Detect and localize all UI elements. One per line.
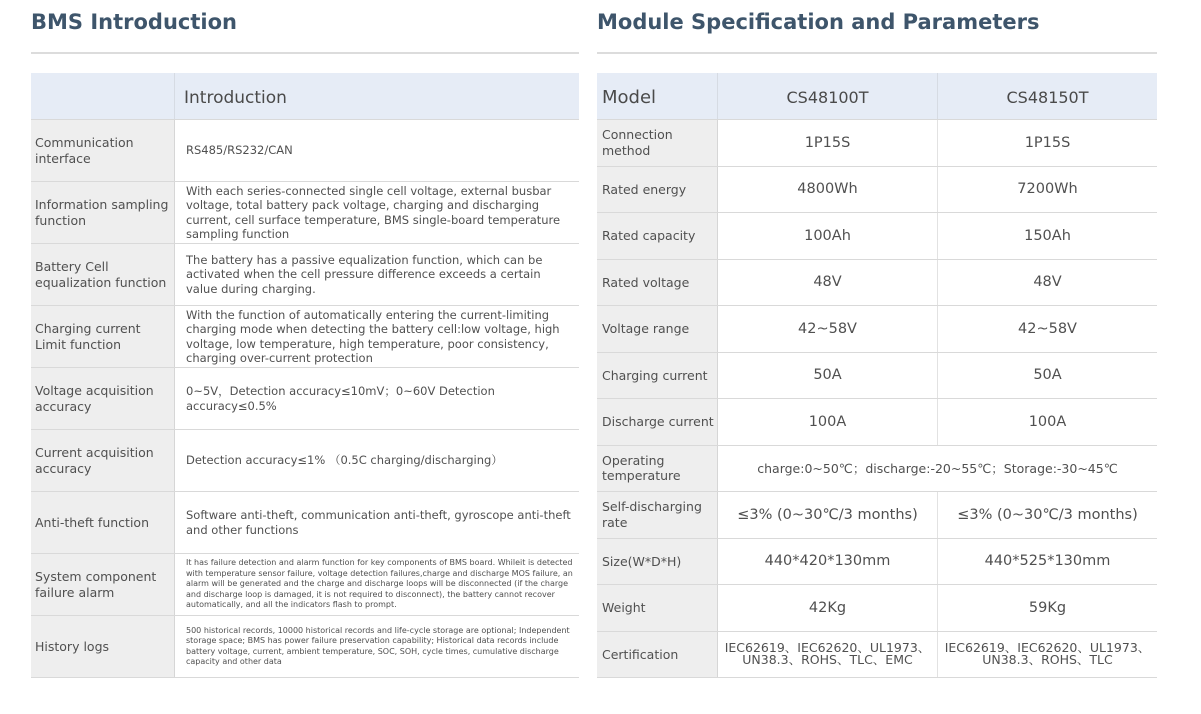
table-row [31, 429, 579, 491]
row-label: Rated voltage [597, 260, 718, 306]
row-label: Certification [597, 632, 718, 678]
table-row [597, 491, 1157, 538]
row-label: Communication interface [31, 120, 175, 181]
table-row [597, 352, 1157, 399]
table-row [597, 212, 1157, 259]
spec-section-title: Module Specification and Parameters [597, 10, 1040, 34]
row-value: It has failure detection and alarm function for key components of BMS board. Whileit is detected with temperature sensor failure, voltage detection failures,charge and discharge MOS failure, an alarm will be generated and the charge and discharge loops will be disconnected (if the charge and discharge loop is damaged, it is not required to disconnect), the battery cannot recover automatically, and all the indicators flash to prompt. [186, 558, 573, 610]
table-row [597, 445, 1157, 492]
row-value: 150Ah [1024, 227, 1071, 244]
row-label: History logs [31, 616, 175, 677]
row-value: 440*420*130mm [718, 539, 938, 585]
row-label: Voltage range [597, 306, 718, 352]
spec-header-model-label: Model [597, 73, 718, 119]
row-value: 0~5V，Detection accuracy≤10mV；0~60V Detection accuracy≤0.5% [186, 384, 495, 413]
row-label: Charging current Limit function [31, 306, 175, 367]
row-value: 100A [1028, 413, 1067, 430]
row-label: Connection method [597, 120, 718, 166]
row-value: 4800Wh [718, 167, 938, 213]
row-value: 1P15S [1024, 134, 1071, 151]
row-value: ≤3% (0~30℃/3 months) [957, 506, 1138, 523]
row-label: Voltage acquisition accuracy [31, 368, 175, 429]
spec-header-model-2: CS48150T [1006, 88, 1089, 107]
row-label: System component failure alarm [31, 554, 175, 615]
table-row [31, 119, 579, 181]
table-row [597, 584, 1157, 631]
row-label: Anti-theft function [31, 492, 175, 553]
row-value: The battery has a passive equalization function, which can be activated when the cell pressure difference exceeds a certain value during charging. [186, 252, 543, 296]
table-row [597, 259, 1157, 306]
row-value: 50A [1033, 367, 1062, 384]
table-row [31, 553, 579, 615]
row-value: ≤3% (0~30℃/3 months) [718, 492, 938, 538]
row-label: Rated energy [597, 167, 718, 213]
row-value: 48V [1033, 274, 1062, 291]
table-row [597, 398, 1157, 445]
row-value: 42Kg [718, 585, 938, 631]
table-row [31, 305, 579, 367]
row-value: With each series-connected single cell voltage, external busbar voltage, total battery pack voltage, charging and discharging current, cell surface temperature, BMS single-board temperature sampling function [186, 183, 561, 241]
row-value: Software anti-theft, communication anti-theft, gyroscope anti-theft and other functions [186, 508, 571, 537]
spec-header-model-1: CS48100T [718, 73, 938, 119]
row-label: Operating temperature [597, 446, 718, 492]
table-row [31, 243, 579, 305]
row-value: 1P15S [718, 120, 938, 166]
row-value: 42~58V [1018, 320, 1077, 337]
row-label: Weight [597, 585, 718, 631]
row-value: Detection accuracy≤1% （0.5C charging/discharging） [186, 453, 503, 468]
table-row [597, 166, 1157, 213]
row-label: Self-discharging rate [597, 492, 718, 538]
row-value: 48V [718, 260, 938, 306]
row-value: 100A [718, 399, 938, 445]
row-value: 50A [718, 353, 938, 399]
table-row [31, 491, 579, 553]
table-row [597, 538, 1157, 585]
row-value: IEC62619、IEC62620、UL1973、UN38.3、ROHS、TLC、EMC [718, 632, 938, 678]
row-value: RS485/RS232/CAN [186, 143, 293, 158]
row-value: 500 historical records, 10000 historical records and life-cycle storage are optional; Independent storage space; BMS has power failure preservation capability; Historical data records include battery voltage, current, ambient temperature, SOC, SOH, cycle times, cumulative discharge capacity and other data [186, 625, 570, 666]
table-row [31, 367, 579, 429]
row-value: 100Ah [718, 213, 938, 259]
row-value: With the function of automatically entering the current-limiting charging mode when detecting the battery cell:low voltage, high voltage, low temperature, high temperature, poor consistency, charging over-current protection [186, 307, 560, 365]
table-row [597, 119, 1157, 166]
row-label: Rated capacity [597, 213, 718, 259]
row-value: 7200Wh [1017, 181, 1078, 198]
row-label: Information sampling function [31, 182, 175, 243]
table-row [597, 631, 1157, 679]
row-label: Battery Cell equalization function [31, 244, 175, 305]
row-label: Size(W*D*H) [597, 539, 718, 585]
row-value: 59Kg [1028, 599, 1067, 616]
bms-title-divider [31, 52, 579, 54]
row-label: Current acquisition accuracy [31, 430, 175, 491]
bms-header-introduction: Introduction [175, 73, 579, 119]
row-label: Discharge current [597, 399, 718, 445]
spec-table-header [597, 73, 1157, 119]
table-row [31, 615, 579, 678]
bms-header-blank-cell [31, 73, 175, 119]
bms-table-header [31, 73, 579, 119]
row-value: 42~58V [718, 306, 938, 352]
row-value: IEC62619、IEC62620、UL1973、UN38.3、ROHS、TLC [944, 640, 1151, 668]
table-row [31, 181, 579, 243]
bms-section-title: BMS Introduction [31, 10, 237, 34]
bms-introduction-table [31, 73, 579, 678]
row-value: 440*525*130mm [984, 553, 1111, 570]
module-spec-table [597, 73, 1157, 678]
table-row [597, 305, 1157, 352]
row-label: Charging current [597, 353, 718, 399]
row-value-spanning: charge:0~50℃；discharge:-20~55℃；Storage:-30~45℃ [757, 461, 1118, 477]
spec-title-divider [597, 52, 1157, 54]
